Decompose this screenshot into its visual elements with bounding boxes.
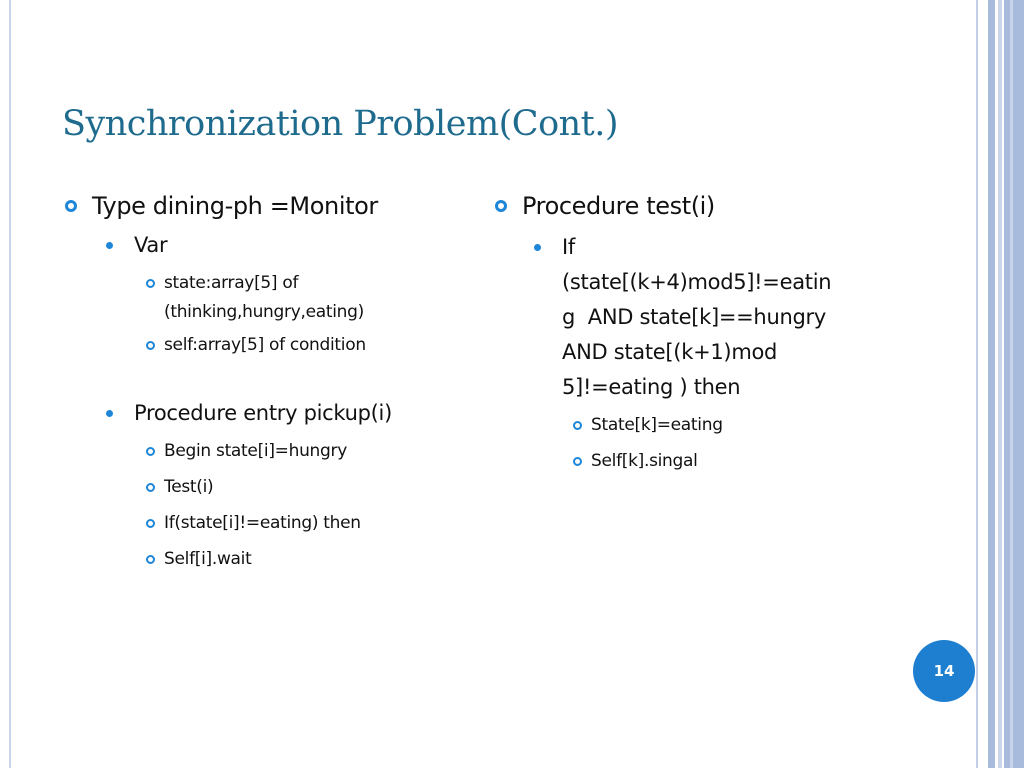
ring-bullet-icon <box>146 555 155 564</box>
bullet-text: If <box>562 235 575 259</box>
ring-bullet-icon <box>146 483 155 492</box>
bullet-begin-state <box>62 437 462 466</box>
bullet-text: AND state[(k+1)mod <box>562 340 778 364</box>
ring-bullet-icon <box>495 200 507 212</box>
ring-bullet-icon <box>146 519 155 528</box>
bullet-text: Self[k].singal <box>591 451 698 471</box>
ring-bullet-icon <box>146 279 155 288</box>
dot-bullet-icon <box>534 244 541 251</box>
bullet-text: state:array[5] of <box>164 273 299 293</box>
bullet-state-eating <box>492 411 872 440</box>
bullet-test <box>62 473 462 502</box>
ring-bullet-icon <box>573 421 582 430</box>
ring-bullet-icon <box>573 457 582 466</box>
bullet-self-array <box>62 331 462 360</box>
bullet-if-condition <box>492 230 872 405</box>
bullet-text: g AND state[k]==hungry <box>562 305 826 329</box>
bullet-var <box>62 228 462 263</box>
bullet-text: self:array[5] of condition <box>164 335 366 355</box>
bullet-procedure-pickup <box>62 396 462 431</box>
right-decor-stripe <box>976 0 978 768</box>
bullet-self-signal <box>492 447 872 476</box>
bullet-text: (thinking,hungry,eating) <box>164 302 364 322</box>
bullet-state-array <box>62 269 462 327</box>
right-decor-stripe <box>1010 0 1013 768</box>
bullet-text: State[k]=eating <box>591 415 723 435</box>
right-decor-stripe <box>988 0 995 768</box>
bullet-procedure-test <box>492 188 872 224</box>
right-decor-stripe <box>998 0 1002 768</box>
right-column <box>492 188 872 476</box>
bullet-text: Procedure test(i) <box>522 192 715 220</box>
right-decor-stripe <box>1004 0 1024 768</box>
dot-bullet-icon <box>106 242 113 249</box>
ring-bullet-icon <box>146 447 155 456</box>
page-number: 14 <box>933 662 955 680</box>
bullet-text: Self[i].wait <box>164 549 252 569</box>
bullet-text: Var <box>134 233 168 257</box>
ring-bullet-icon <box>65 200 77 212</box>
bullet-text: Test(i) <box>164 477 214 497</box>
slide-title: Synchronization Problem(Cont.) <box>62 104 619 144</box>
bullet-text: Type dining-ph =Monitor <box>92 192 378 220</box>
bullet-if-state <box>62 509 462 538</box>
bullet-text: Begin state[i]=hungry <box>164 441 347 461</box>
bullet-text: Procedure entry pickup(i) <box>134 401 392 425</box>
bullet-text: 5]!=eating ) then <box>562 375 741 399</box>
bullet-type-monitor <box>62 188 462 224</box>
bullet-text: If(state[i]!=eating) then <box>164 513 361 533</box>
bullet-self-wait <box>62 545 462 574</box>
bullet-text: (state[(k+4)mod5]!=eatin <box>562 270 832 294</box>
page-number-badge <box>913 640 975 702</box>
left-column <box>62 188 462 574</box>
left-border-line <box>9 0 11 768</box>
ring-bullet-icon <box>146 341 155 350</box>
dot-bullet-icon <box>106 410 113 417</box>
